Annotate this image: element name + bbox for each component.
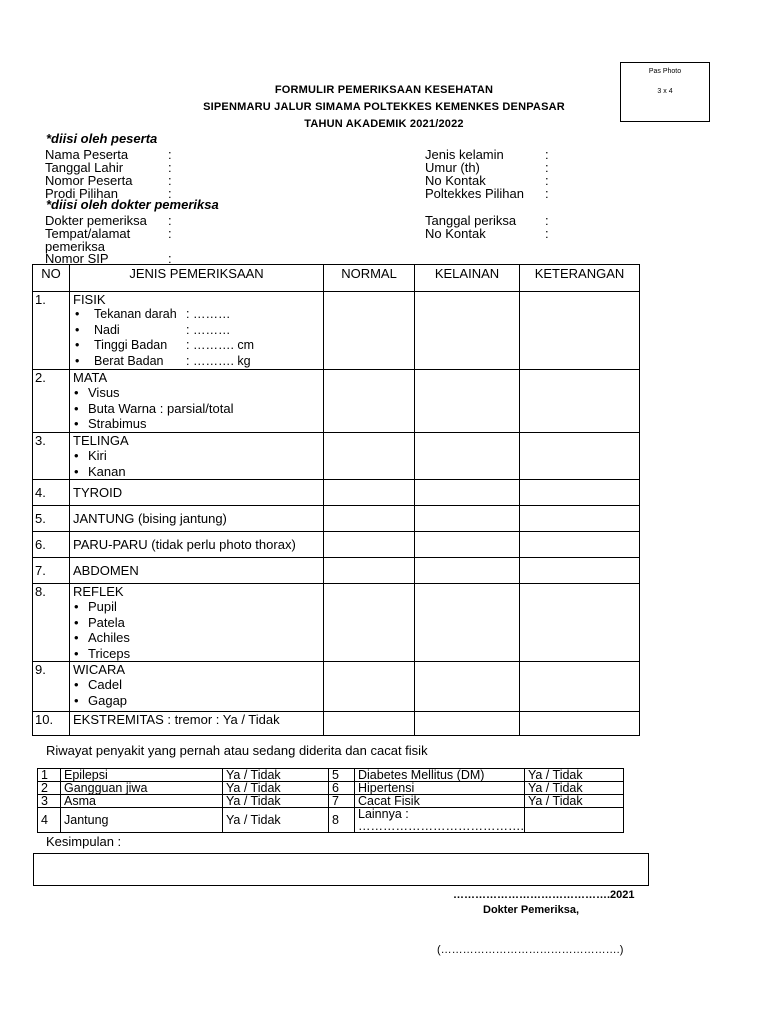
photo-box-size: 3 x 4 <box>657 88 673 95</box>
cell-normal[interactable] <box>324 712 415 736</box>
table-row <box>33 712 640 736</box>
exam-table-header <box>33 265 640 292</box>
table-row <box>33 433 640 480</box>
list-item: • Achiles <box>73 630 323 646</box>
cell-normal[interactable] <box>324 292 415 370</box>
history-disease: Cacat Fisik <box>355 795 525 808</box>
cell-normal[interactable] <box>324 662 415 712</box>
cell-kelainan[interactable] <box>415 558 520 584</box>
header-jenis-pemeriksaan: JENIS PEMERIKSAAN <box>70 265 324 292</box>
cell-normal[interactable] <box>324 480 415 506</box>
list-item <box>73 323 323 339</box>
doctor-section-title: *diisi oleh dokter pemeriksa <box>46 197 219 212</box>
history-disease: Jantung <box>61 808 223 833</box>
exam-subitems <box>73 599 323 661</box>
exam-subitems <box>73 307 323 369</box>
exam-item <box>70 292 324 370</box>
list-item <box>73 338 323 354</box>
cell-kelainan[interactable] <box>415 480 520 506</box>
signature-role: Dokter Pemeriksa, <box>483 904 579 916</box>
exam-item <box>70 370 324 433</box>
participant-section-title: *diisi oleh peserta <box>46 131 158 146</box>
field-label: Nomor Peserta <box>45 173 133 188</box>
academic-year: TAHUN AKADEMIK 2021/2022 <box>304 118 464 130</box>
cell-keterangan[interactable] <box>520 433 640 480</box>
subitem-value: : ……… <box>186 322 231 337</box>
exam-title: PARU-PARU (tidak perlu photo thorax) <box>70 532 324 558</box>
list-item: • Cadel <box>73 677 323 693</box>
subitem-value: : ……… <box>186 307 231 321</box>
row-number: 5. <box>33 506 70 532</box>
cell-kelainan[interactable] <box>415 532 520 558</box>
field-colon: : <box>545 173 549 188</box>
exam-title: ABDOMEN <box>70 558 324 584</box>
cell-kelainan[interactable] <box>415 433 520 480</box>
row-number: 9. <box>33 662 70 712</box>
list-item <box>73 307 323 323</box>
cell-keterangan[interactable] <box>520 662 640 712</box>
cell-keterangan[interactable] <box>520 480 640 506</box>
field-colon: : <box>545 160 549 175</box>
history-answer[interactable] <box>524 808 623 833</box>
field-colon: : <box>168 160 172 175</box>
list-item: • Kanan <box>73 464 323 480</box>
row-number: 8. <box>33 584 70 662</box>
exam-title: TYROID <box>70 480 324 506</box>
field-label: Poltekkes Pilihan <box>425 186 524 201</box>
list-item: • Visus <box>73 385 323 401</box>
table-row <box>33 662 640 712</box>
exam-title: REFLEK <box>73 584 124 599</box>
subitem-label: Tekanan darah <box>94 307 177 321</box>
history-number: 2 <box>38 782 61 795</box>
field-colon: : <box>545 226 549 241</box>
field-colon: : <box>168 147 172 162</box>
header-normal: NORMAL <box>324 265 415 292</box>
form-title: FORMULIR PEMERIKSAAN KESEHATAN <box>274 84 494 96</box>
row-number: 3. <box>33 433 70 480</box>
cell-kelainan[interactable] <box>415 370 520 433</box>
table-row <box>33 584 640 662</box>
exam-title: JANTUNG (bising jantung) <box>70 506 324 532</box>
form-subtitle: SIPENMARU JALUR SIMAMA POLTEKKES KEMENKES DENPASAR <box>203 101 565 113</box>
cell-kelainan[interactable] <box>415 662 520 712</box>
table-row <box>33 532 640 558</box>
field-label: Tempat/alamat <box>45 226 131 241</box>
exam-item <box>70 584 324 662</box>
cell-kelainan[interactable] <box>415 584 520 662</box>
cell-keterangan[interactable] <box>520 292 640 370</box>
row-number: 6. <box>33 532 70 558</box>
subitem-value: : ………. kg <box>186 353 251 368</box>
cell-keterangan[interactable] <box>520 532 640 558</box>
history-disease: Asma <box>61 795 223 808</box>
list-item: • Kiri <box>73 448 323 464</box>
field-colon: : <box>545 213 549 228</box>
exam-item <box>70 433 324 480</box>
list-item: • Triceps <box>73 646 323 662</box>
list-item: • Gagap <box>73 693 323 709</box>
field-poltekkes-pilihan[interactable] <box>425 187 524 200</box>
history-number: 5 <box>329 769 355 782</box>
table-row <box>33 480 640 506</box>
field-colon: : <box>168 173 172 188</box>
history-number: 1 <box>38 769 61 782</box>
header-keterangan: KETERANGAN <box>520 265 640 292</box>
history-disease: Hipertensi <box>355 782 525 795</box>
table-row <box>33 370 640 433</box>
field-label: Dokter pemeriksa <box>45 213 147 228</box>
exam-title: WICARA <box>73 662 125 677</box>
list-item <box>73 354 323 370</box>
history-answer[interactable]: Ya / Tidak <box>524 782 623 795</box>
field-label: Nama Peserta <box>45 147 129 162</box>
row-number: 7. <box>33 558 70 584</box>
exam-table <box>32 264 640 736</box>
field-label: Jenis kelamin <box>425 147 504 162</box>
conclusion-label: Kesimpulan : <box>46 834 122 849</box>
history-number: 7 <box>329 795 355 808</box>
history-number: 3 <box>38 795 61 808</box>
list-item: • Pupil <box>73 599 323 615</box>
field-colon: : <box>168 186 172 201</box>
history-number: 4 <box>38 808 61 833</box>
cell-normal[interactable] <box>324 506 415 532</box>
row-number: 1. <box>33 292 70 370</box>
table-row <box>38 769 624 782</box>
history-disease: Lainnya : …………………………………. <box>355 808 525 833</box>
field-colon: : <box>168 226 172 241</box>
cell-kelainan[interactable] <box>415 712 520 736</box>
history-title: Riwayat penyakit yang pernah atau sedang diderita dan cacat fisik <box>46 743 428 758</box>
table-row <box>38 808 624 833</box>
table-row <box>33 506 640 532</box>
table-row <box>38 795 624 808</box>
cell-normal[interactable] <box>324 370 415 433</box>
list-item: • Strabimus <box>73 416 323 432</box>
history-answer[interactable]: Ya / Tidak <box>223 769 329 782</box>
history-answer[interactable]: Ya / Tidak <box>223 795 329 808</box>
cell-normal[interactable] <box>324 433 415 480</box>
table-row <box>33 292 640 370</box>
field-label: No Kontak <box>425 173 486 188</box>
exam-subitems <box>73 448 323 479</box>
row-number: 2. <box>33 370 70 433</box>
history-answer[interactable]: Ya / Tidak <box>223 808 329 833</box>
field-colon: : <box>545 186 549 201</box>
field-colon: : <box>168 213 172 228</box>
exam-title: EKSTREMITAS : tremor : Ya / Tidak <box>70 712 324 736</box>
field-label: Prodi Pilihan <box>45 186 118 201</box>
field-colon: : <box>168 251 172 266</box>
history-table <box>37 768 624 833</box>
exam-title: FISIK <box>73 292 106 307</box>
history-disease: Diabetes Mellitus (DM) <box>355 769 525 782</box>
conclusion-input-box[interactable] <box>33 853 649 886</box>
history-disease: Epilepsi <box>61 769 223 782</box>
exam-item <box>70 662 324 712</box>
cell-normal[interactable] <box>324 584 415 662</box>
field-label-continuation: pemeriksa <box>45 239 105 254</box>
cell-keterangan[interactable] <box>520 506 640 532</box>
field-colon: : <box>545 147 549 162</box>
field-label: No Kontak <box>425 226 486 241</box>
cell-keterangan[interactable] <box>520 370 640 433</box>
cell-kelainan[interactable] <box>415 292 520 370</box>
subitem-value: : ………. cm <box>186 338 255 352</box>
table-row <box>38 782 624 795</box>
field-label: Umur (th) <box>425 160 480 175</box>
exam-subitems <box>73 677 323 708</box>
photo-box-label: Pas Photo <box>648 68 682 75</box>
history-disease: Gangguan jiwa <box>61 782 223 795</box>
header-kelainan: KELAINAN <box>415 265 520 292</box>
cell-kelainan[interactable] <box>415 506 520 532</box>
list-item: • Buta Warna : parsial/total <box>73 401 323 417</box>
exam-title: MATA <box>73 370 108 385</box>
exam-title: TELINGA <box>73 433 129 448</box>
history-answer[interactable]: Ya / Tidak <box>223 782 329 795</box>
history-answer[interactable]: Ya / Tidak <box>524 795 623 808</box>
cell-keterangan[interactable] <box>520 584 640 662</box>
cell-keterangan[interactable] <box>520 558 640 584</box>
list-item: • Patela <box>73 615 323 631</box>
history-number: 8 <box>329 808 355 833</box>
cell-normal[interactable] <box>324 532 415 558</box>
subitem-label: Berat Badan <box>94 353 164 368</box>
subitem-label: Nadi <box>94 322 120 337</box>
signature-date: …………………………………….2021 <box>453 889 635 901</box>
field-no-kontak-dokter[interactable] <box>425 227 486 240</box>
history-answer[interactable]: Ya / Tidak <box>524 769 623 782</box>
field-label: Nomor SIP <box>45 251 109 266</box>
cell-normal[interactable] <box>324 558 415 584</box>
signature-name-line[interactable]: (………………………………………….) <box>437 944 624 956</box>
header-no: NO <box>33 265 70 292</box>
field-label: Tanggal periksa <box>425 213 517 228</box>
row-number: 10. <box>33 712 70 736</box>
table-row <box>33 558 640 584</box>
history-number: 6 <box>329 782 355 795</box>
subitem-label: Tinggi Badan <box>94 338 168 352</box>
exam-subitems <box>73 385 323 432</box>
row-number: 4. <box>33 480 70 506</box>
cell-keterangan[interactable] <box>520 712 640 736</box>
field-label: Tanggal Lahir <box>45 160 124 175</box>
